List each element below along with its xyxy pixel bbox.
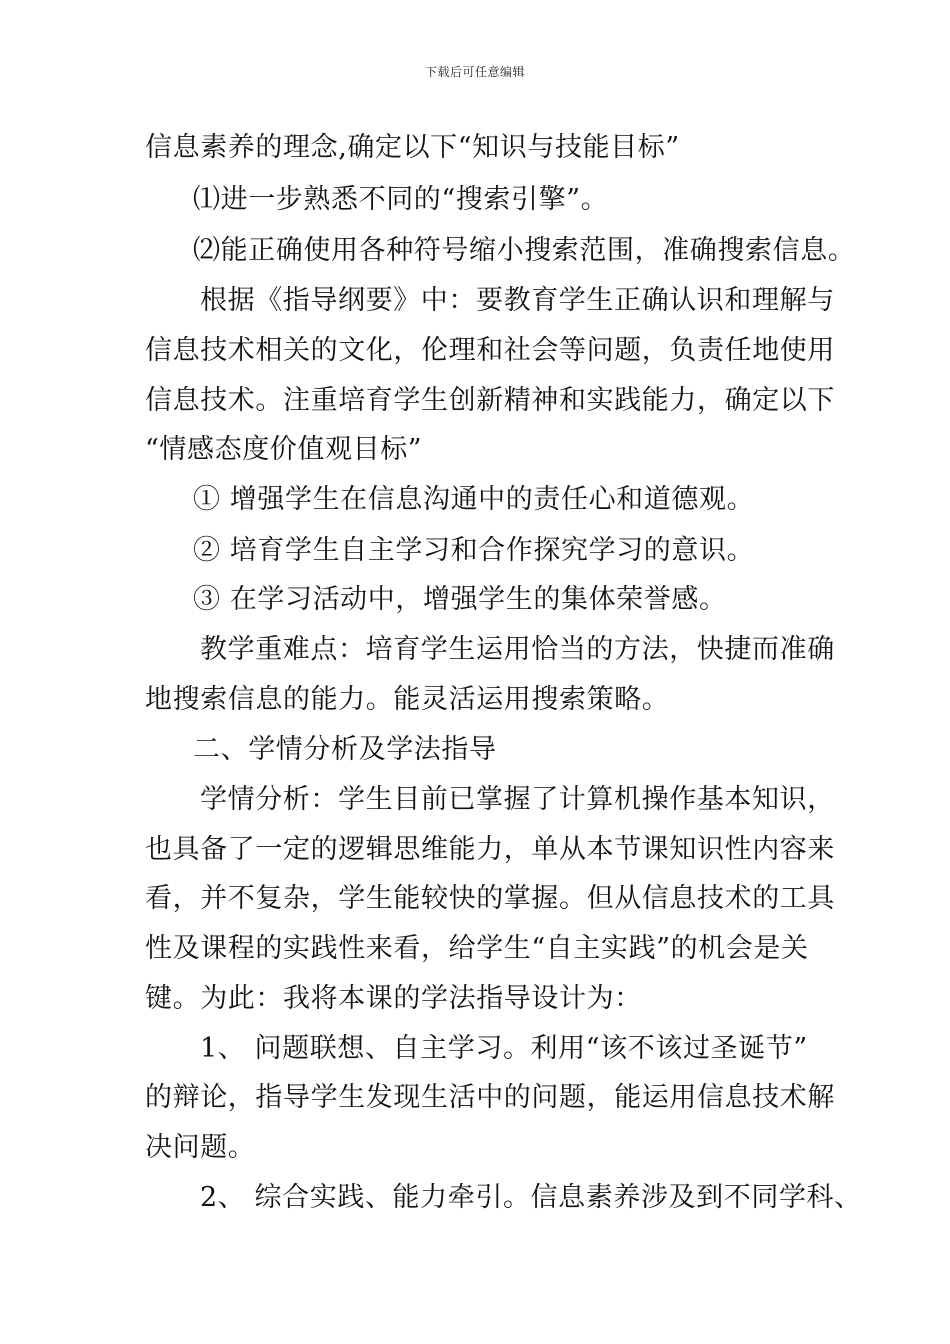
page-header: 下载后可任意编辑 <box>424 65 525 79</box>
text-line: 1、 问题联想、自主学习。利用“该不该过圣诞节” <box>200 1033 808 1064</box>
text-line: 性及课程的实践性来看，给学生“自主实践”的机会是关 <box>145 933 809 964</box>
text-line: 学情分析：学生目前已掌握了计算机操作基本知识， <box>200 784 835 815</box>
text-line: 2、 综合实践、能力牵引。信息素养涉及到不同学科、 <box>200 1182 862 1213</box>
text-line: ② 培育学生自主学习和合作探究学习的意识。 <box>193 535 755 566</box>
text-line: 地搜索信息的能力。能灵活运用搜索策略。 <box>145 684 670 715</box>
text-line: 键。为此：我将本课的学法指导设计为： <box>145 983 642 1014</box>
text-line: ⑵能正确使用各种符号缩小搜索范围，准确搜索信息。 <box>193 235 856 266</box>
text-line: ③ 在学习活动中，增强学生的集体荣誉感。 <box>193 584 727 615</box>
section-heading: 二、学情分析及学法指导 <box>193 734 497 765</box>
text-line: 根据《指导纲要》中：要教育学生正确认识和理解与 <box>200 285 835 316</box>
text-line: ① 增强学生在信息沟通中的责任心和道德观。 <box>193 484 755 515</box>
text-line: 教学重难点：培育学生运用恰当的方法，快捷而准确 <box>200 634 835 665</box>
text-line: 信息技术相关的文化，伦理和社会等问题，负责任地使用 <box>145 335 835 366</box>
text-line: 也具备了一定的逻辑思维能力，单从本节课知识性内容来 <box>145 834 835 865</box>
text-line: 信息素养的理念,确定以下“知识与技能目标” <box>145 132 680 163</box>
text-line: 的辩论，指导学生发现生活中的问题，能运用信息技术解 <box>145 1082 835 1113</box>
text-line: ⑴进一步熟悉不同的“搜索引擎”。 <box>193 184 609 215</box>
text-line: 决问题。 <box>145 1132 256 1163</box>
text-line: 信息技术。注重培育学生创新精神和实践能力，确定以下 <box>145 385 835 416</box>
text-line: “情感态度价值观目标” <box>145 434 423 465</box>
text-line: 看，并不复杂，学生能较快的掌握。但从信息技术的工具 <box>145 883 835 914</box>
